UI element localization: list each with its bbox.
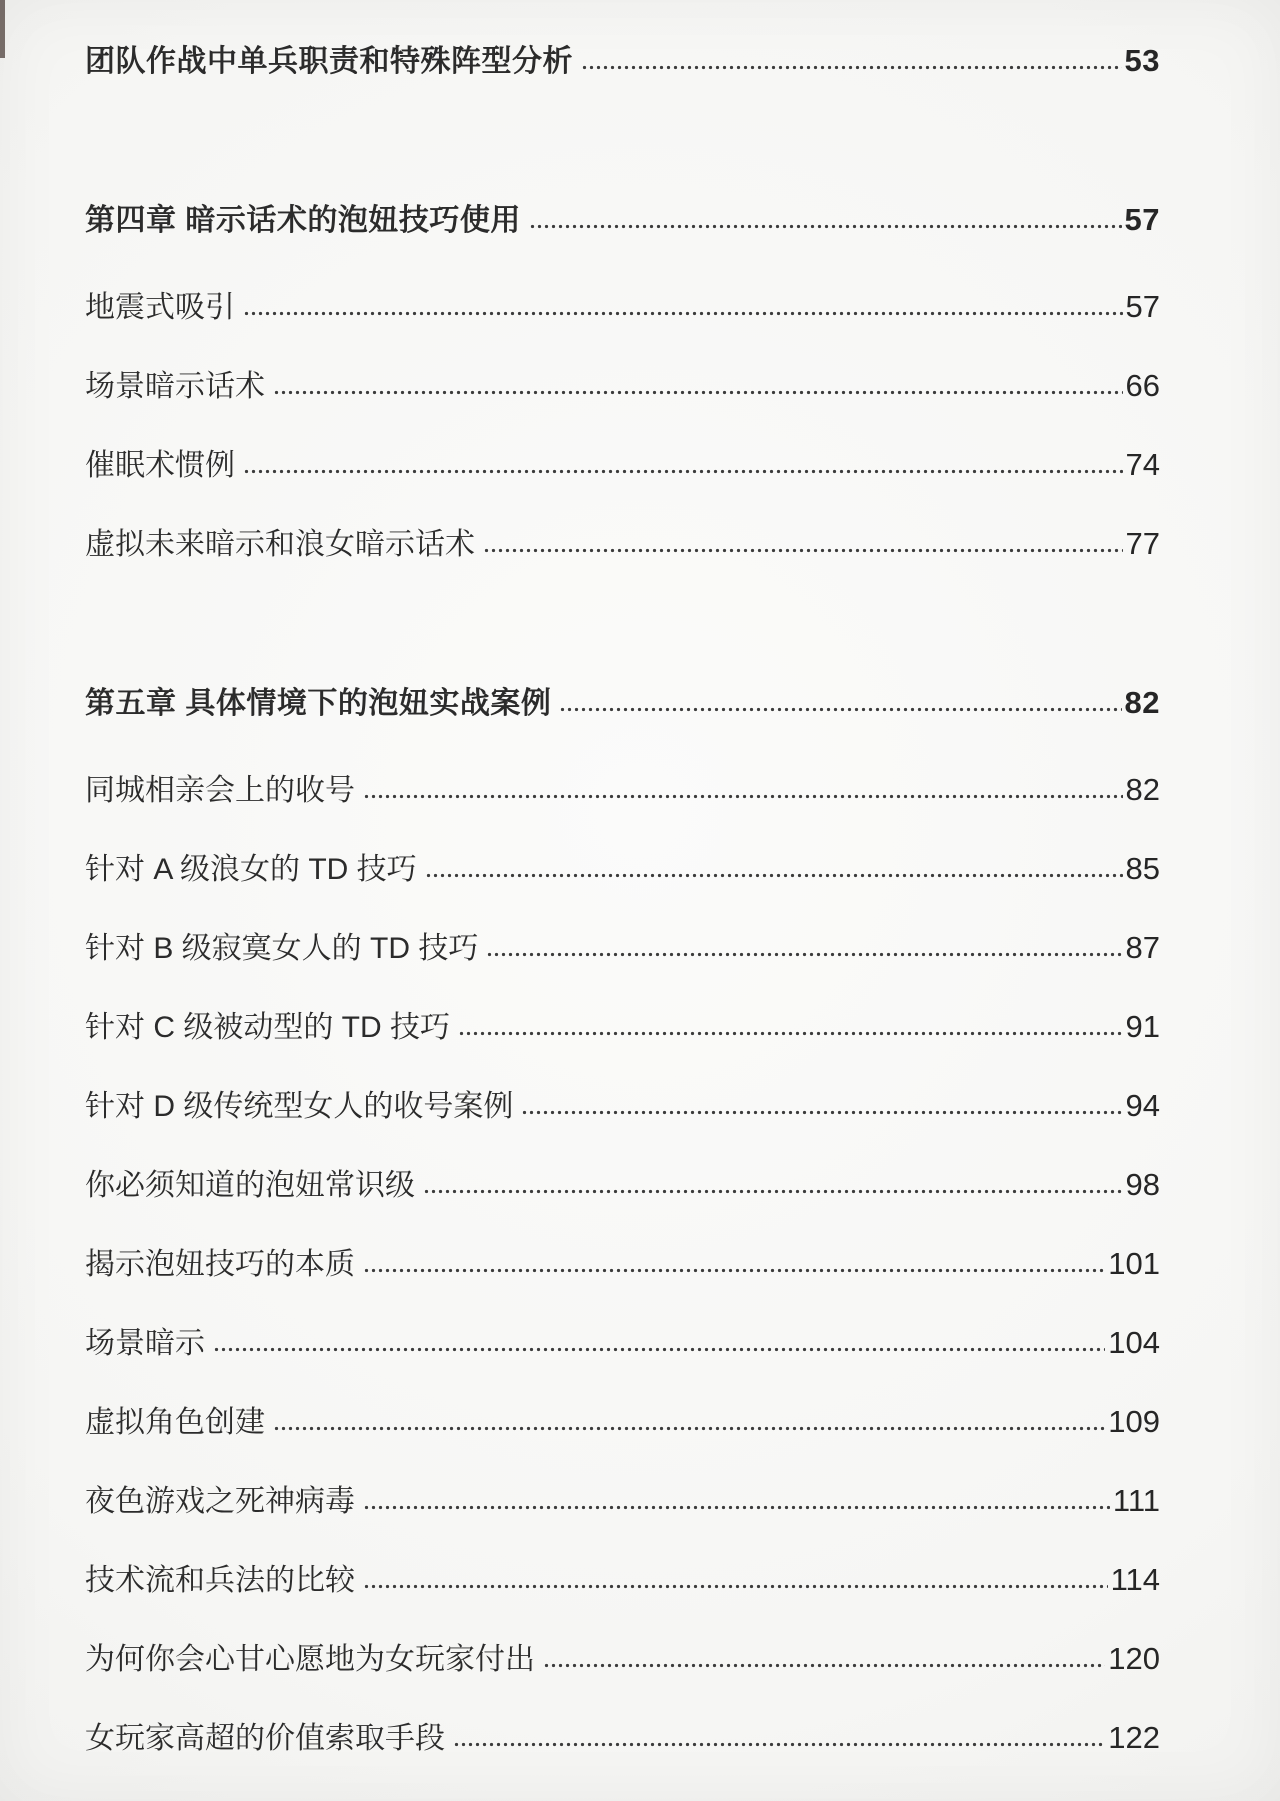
toc-entry xyxy=(85,773,1160,808)
toc-entry-page-number: 57 xyxy=(1125,289,1160,324)
toc-entry-title: 同城相亲会上的收号 xyxy=(85,774,355,807)
dotted-leader xyxy=(483,548,1123,554)
toc-entry-title: 揭示泡妞技巧的本质 xyxy=(85,1248,355,1281)
dotted-leader xyxy=(559,707,1121,713)
toc-entry-title: 针对 B 级寂寞女人的 TD 技巧 xyxy=(85,932,479,965)
toc-entry-page-number: 109 xyxy=(1108,1404,1160,1439)
toc-entry-title: 第四章 暗示话术的泡妞技巧使用 xyxy=(85,204,521,237)
toc-entry xyxy=(85,931,1160,966)
toc-entry-title: 虚拟未来暗示和浪女暗示话术 xyxy=(85,528,475,561)
toc-entry-page-number: 82 xyxy=(1125,772,1160,807)
toc-entry xyxy=(85,1563,1160,1598)
toc-entry-title: 团队作战中单兵职责和特殊阵型分析 xyxy=(85,45,573,78)
toc-entry xyxy=(85,1247,1160,1282)
dotted-leader xyxy=(425,873,1123,879)
dotted-leader xyxy=(529,224,1122,230)
toc-entry-title: 你必须知道的泡妞常识级 xyxy=(85,1169,415,1202)
toc-entry xyxy=(85,1405,1160,1440)
scan-edge-artifact xyxy=(0,0,5,58)
toc-entry-title: 针对 C 级被动型的 TD 技巧 xyxy=(85,1011,450,1044)
dotted-leader xyxy=(213,1347,1105,1353)
toc-entry-page-number: 111 xyxy=(1112,1483,1160,1518)
toc-entry-page-number: 53 xyxy=(1124,43,1160,78)
toc-entry xyxy=(85,203,1160,238)
toc-entry xyxy=(85,1326,1160,1361)
dotted-leader xyxy=(453,1742,1105,1748)
toc-entry xyxy=(85,527,1160,562)
toc-entry-title: 为何你会心甘心愿地为女玩家付出 xyxy=(85,1643,535,1676)
toc-entry-title: 针对 D 级传统型女人的收号案例 xyxy=(85,1090,514,1123)
dotted-leader xyxy=(363,1268,1105,1274)
toc-entry-title: 场景暗示话术 xyxy=(85,370,265,403)
toc-entry-title: 虚拟角色创建 xyxy=(85,1406,265,1439)
toc-entry-page-number: 87 xyxy=(1125,930,1160,965)
toc-entry-page-number: 104 xyxy=(1108,1325,1160,1360)
toc-entry xyxy=(85,1721,1160,1756)
dotted-leader xyxy=(486,952,1122,958)
toc-entry xyxy=(85,1010,1160,1045)
toc-entry-page-number: 77 xyxy=(1125,526,1160,561)
toc-entry xyxy=(85,1484,1160,1519)
dotted-leader xyxy=(581,65,1122,71)
toc-entry-page-number: 114 xyxy=(1110,1562,1160,1597)
dotted-leader xyxy=(521,1110,1122,1116)
toc-entry-title: 女玩家高超的价值索取手段 xyxy=(85,1722,445,1755)
toc-entry-title: 场景暗示 xyxy=(85,1327,205,1360)
toc-entry xyxy=(85,448,1160,483)
toc-entry-title: 地震式吸引 xyxy=(85,291,235,324)
dotted-leader xyxy=(363,1505,1110,1511)
toc-entry-page-number: 94 xyxy=(1125,1088,1160,1123)
dotted-leader xyxy=(243,311,1123,317)
dotted-leader xyxy=(243,469,1123,475)
toc-entry xyxy=(85,1168,1160,1203)
dotted-leader xyxy=(458,1031,1123,1037)
dotted-leader xyxy=(273,1426,1105,1432)
dotted-leader xyxy=(273,390,1123,396)
toc-entry-page-number: 85 xyxy=(1125,851,1160,886)
toc-entry-title: 夜色游戏之死神病毒 xyxy=(85,1485,355,1518)
toc-entry-page-number: 66 xyxy=(1125,368,1160,403)
toc-entry-title: 催眠术惯例 xyxy=(85,449,235,482)
toc-entry-title: 技术流和兵法的比较 xyxy=(85,1564,355,1597)
toc-entry xyxy=(85,1089,1160,1124)
toc-entry-page-number: 120 xyxy=(1108,1641,1160,1676)
toc-entry-page-number: 74 xyxy=(1125,447,1160,482)
toc-entry xyxy=(85,369,1160,404)
toc-entry-page-number: 98 xyxy=(1125,1167,1160,1202)
toc-entry-title: 针对 A 级浪女的 TD 技巧 xyxy=(85,853,417,886)
dotted-leader xyxy=(363,1584,1108,1590)
toc-entry xyxy=(85,1642,1160,1677)
toc-entry xyxy=(85,852,1160,887)
toc-entry-page-number: 122 xyxy=(1108,1720,1160,1755)
toc-entry-page-number: 101 xyxy=(1108,1246,1160,1281)
toc-list xyxy=(85,0,1160,1756)
toc-entry xyxy=(85,290,1160,325)
dotted-leader xyxy=(423,1189,1123,1195)
dotted-leader xyxy=(543,1663,1105,1669)
toc-entry xyxy=(85,44,1160,79)
dotted-leader xyxy=(363,794,1123,800)
toc-entry-title: 第五章 具体情境下的泡妞实战案例 xyxy=(85,687,552,720)
toc-entry-page-number: 91 xyxy=(1125,1009,1160,1044)
toc-entry-page-number: 82 xyxy=(1124,685,1160,720)
toc-entry-page-number: 57 xyxy=(1124,202,1160,237)
toc-entry xyxy=(85,686,1160,721)
